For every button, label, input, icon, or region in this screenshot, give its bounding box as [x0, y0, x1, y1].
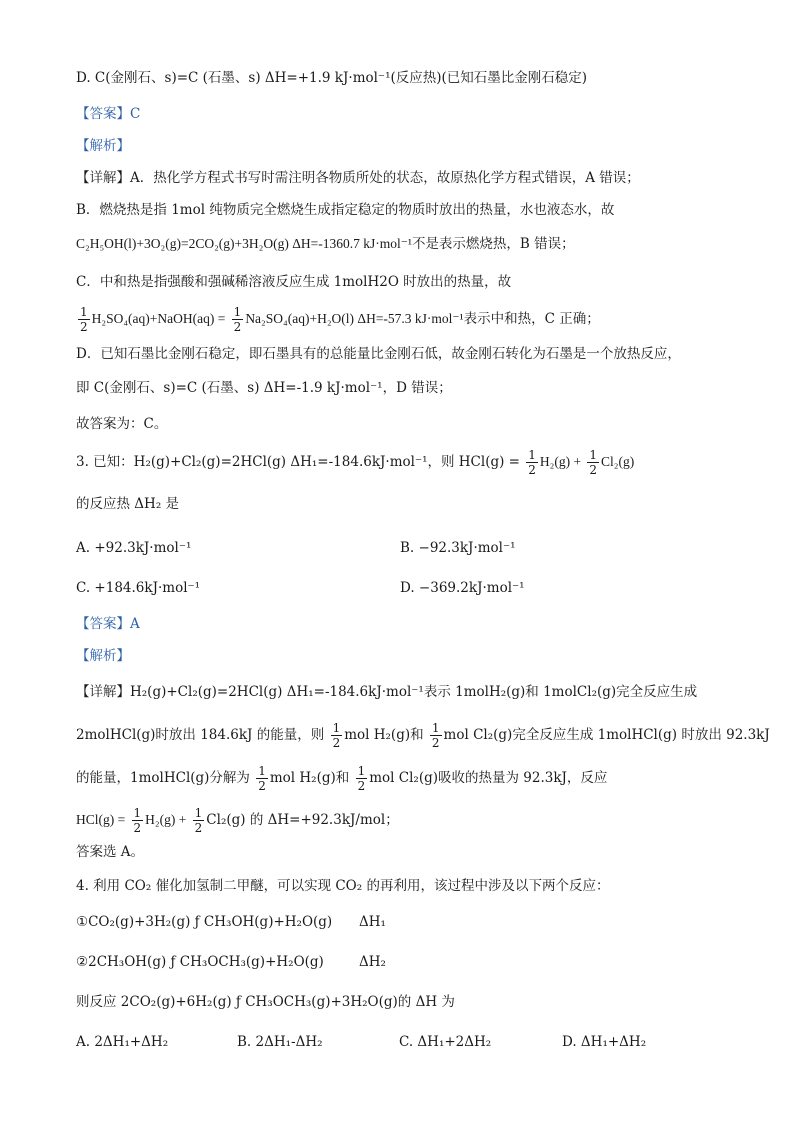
q4-option-d: D. ΔH₁+ΔH₂ [562, 1034, 647, 1050]
q4-option-c: C. ΔH₁+2ΔH₂ [399, 1034, 492, 1050]
explain-2c: mol Cl₂(g)完全反应生成 1molHCl(g) 时放出 92.3kJ [443, 727, 770, 743]
answer-label: 【答案】A [76, 616, 140, 632]
q3-text-b: H₂(g) + [539, 454, 582, 469]
q3-options-row-1 [76, 538, 754, 558]
explain-3c: mol Cl₂(g)吸收的热量为 92.3kJ，反应 [369, 770, 608, 786]
fraction-half: $\frac{1}{2}$ [80, 305, 88, 334]
fraction-half: $\frac{1}{2}$ [431, 721, 440, 750]
reaction-1-eq: ①CO₂(g)+3H₂(g) ƒ CH₃OH(g)+H₂O(g) [76, 914, 333, 930]
explain-4b: H₂(g) + [145, 812, 187, 827]
question-4-stem: 4. 利用 CO₂ 催化加氢制二甲醚，可以实现 CO₂ 的再利用，该过程中涉及以下两个反应： [76, 878, 610, 894]
analysis-label: 【解析】 [76, 648, 130, 664]
explain-line-2 [76, 721, 770, 750]
reaction-2-eq: ②2CH₃OH(g) ƒ CH₃OCH₃(g)+H₂O(g) [76, 954, 324, 970]
q4-option-b: B. 2ΔH₁-ΔH₂ [237, 1034, 323, 1050]
fraction-half: $\frac{1}{2}$ [332, 721, 341, 750]
explain-3a: 的能量，1molHCl(g)分解为 [76, 770, 250, 786]
option-c: C. +184.6kJ·mol⁻¹ [76, 580, 201, 596]
option-b: B. −92.3kJ·mol⁻¹ [400, 540, 516, 556]
q3-text-c: Cl₂(g) [601, 454, 635, 469]
q4-options-row [76, 1032, 754, 1052]
q3-options-row-2 [76, 578, 754, 598]
fraction-half: $\frac{1}{2}$ [357, 764, 366, 793]
detail-line-d2: 即 C(金刚石、s)=C (石墨、s) ΔH=-1.9 kJ·mol⁻¹，D 错误； [76, 380, 452, 396]
fraction-half: $\frac{1}{2}$ [528, 448, 536, 477]
detail-line-c: C．中和热是指强酸和强碱稀溶液反应生成 1molH2O 时放出的热量，故 [76, 274, 512, 290]
q3-text-a: 3. 已知：H₂(g)+Cl₂(g)=2HCl(g) ΔH₁=-184.6kJ·mol⁻¹，则 HCl(g) = [76, 454, 520, 470]
fraction-half: $\frac{1}{2}$ [133, 806, 142, 835]
detail-line-b-eq [76, 234, 754, 254]
answer-choice-line: 答案选 A。 [76, 844, 145, 860]
fraction-half: $\frac{1}{2}$ [233, 305, 242, 334]
analysis-label: 【解析】 [76, 138, 130, 154]
reaction-1-dh: ΔH₁ [359, 914, 386, 930]
detail-line-d: D．已知石墨比金刚石稳定，即石墨具有的总能量比金刚石低，故金刚石转化为石墨是一个放热反应， [76, 346, 681, 362]
detail-line-c-eq [76, 305, 754, 334]
explain-line-4 [76, 806, 754, 835]
fraction-half: $\frac{1}{2}$ [194, 806, 203, 835]
combustion-tail: 不是表示燃烧热，B 错误； [411, 236, 575, 252]
option-a: A. +92.3kJ·mol⁻¹ [76, 540, 192, 556]
explain-4a: HCl(g) = [76, 812, 126, 827]
neutralization-left: H₂SO₄(aq)+NaOH(aq) = [91, 311, 226, 326]
reaction-2-dh: ΔH₂ [359, 954, 386, 970]
question-3-stem [76, 448, 754, 477]
neutralization-right: Na₂SO₄(aq)+H₂O(l) ΔH=-57.3 kJ·mol⁻¹ [245, 311, 464, 326]
detail-line-a: 【详解】A．热化学方程式书写时需注明各物质所处的状态，故原热化学方程式错误，A 错误； [76, 170, 640, 186]
explain-line-3 [76, 764, 754, 793]
explain-2a: 2molHCl(g)时放出 184.6kJ 的能量，则 [76, 727, 325, 743]
fraction-half: $\frac{1}{2}$ [589, 448, 598, 477]
option-d: D. −369.2kJ·mol⁻¹ [400, 580, 525, 596]
combustion-equation: C₂H₅OH(l)+3O₂(g)=2CO₂(g)+3H₂O(g) ΔH=-1360.7 kJ·mol⁻¹ [76, 236, 412, 251]
answer-label: 【答案】C [76, 106, 141, 122]
explain-3b: mol H₂(g)和 [269, 770, 350, 786]
conclusion-line: 故答案为：C。 [76, 416, 168, 432]
explain-line-1: 【详解】H₂(g)+Cl₂(g)=2HCl(g) ΔH₁=-184.6kJ·mol⁻¹表示 1molH₂(g)和 1molCl₂(g)完全反应生成 [76, 684, 698, 700]
detail-line-b: B．燃烧热是指 1mol 纯物质完全燃烧生成指定稳定的物质时放出的热量，水也液态水，故 [76, 202, 615, 218]
reaction-1 [76, 912, 754, 932]
explain-4c: Cl₂(g) 的 ΔH=+92.3kJ/mol； [206, 812, 399, 828]
reaction-2 [76, 952, 754, 972]
q4-option-a: A. 2ΔH₁+ΔH₂ [76, 1034, 169, 1050]
question-3-stem-tail: 的反应热 ΔH₂ 是 [76, 496, 180, 512]
explain-2b: mol H₂(g)和 [344, 727, 424, 743]
fraction-half: $\frac{1}{2}$ [258, 764, 266, 793]
option-d-line: D. C(金刚石、s)=C (石墨、s) ΔH=+1.9 kJ·mol⁻¹(反应热)(已知石墨比金刚石稳定) [76, 70, 588, 86]
question-4-target: 则反应 2CO₂(g)+6H₂(g) ƒ CH₃OCH₃(g)+3H₂O(g)的 ΔH 为 [76, 994, 455, 1010]
neutralization-tail: 表示中和热，C 正确； [463, 311, 600, 327]
